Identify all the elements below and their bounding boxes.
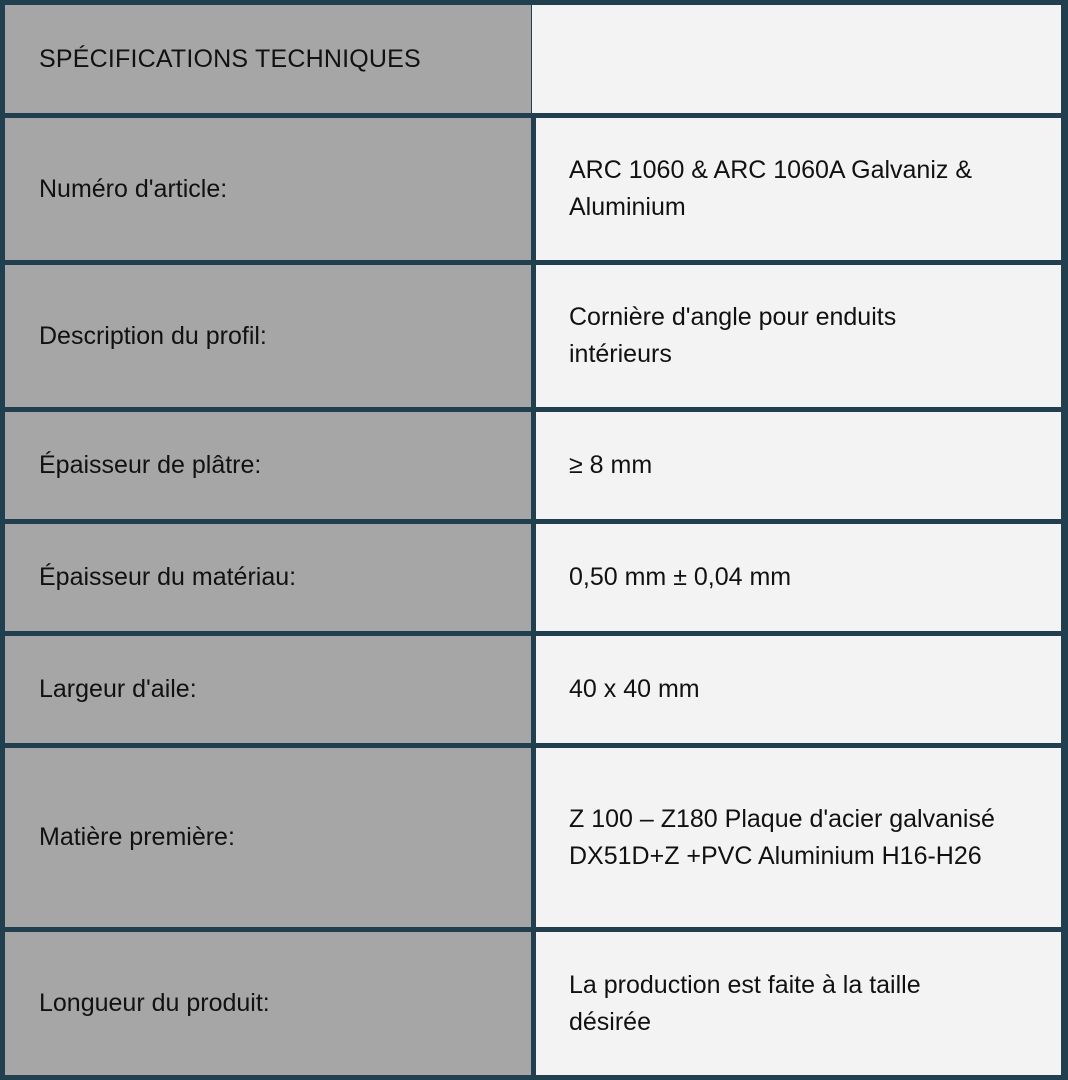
row-value: Z 100 – Z180 Plaque d'acier galvanisé DX51D+Z +PVC Aluminium H16-H26 [569,804,995,870]
table-row [0,412,1068,519]
header-value-cell [532,5,1061,113]
value-cell [536,636,1061,743]
row-value: 40 x 40 mm [569,675,700,703]
row-value: Cornière d'angle pour enduits intérieurs [569,303,897,368]
table-row [0,265,1068,407]
row-label: Épaisseur de plâtre: [39,451,262,479]
row-label: Longueur du produit: [39,989,270,1017]
value-cell [536,524,1061,631]
table-row [0,748,1068,927]
row-label: Numéro d'article: [39,174,228,203]
label-cell [5,265,531,407]
table-row [0,524,1068,631]
label-cell [5,524,531,631]
row-value: 0,50 mm ± 0,04 mm [569,563,792,591]
label-cell [5,748,531,927]
value-cell [536,118,1061,260]
value-cell [536,265,1061,407]
row-label: Matière première: [39,823,235,851]
value-cell [536,412,1061,519]
row-label: Largeur d'aile: [39,675,197,703]
row-label: Description du profil: [39,321,267,350]
table-row [0,932,1068,1075]
table-row [0,118,1068,260]
row-value: ARC 1060 & ARC 1060A Galvaniz & Aluminium [569,156,973,221]
label-cell [5,932,531,1075]
value-cell [536,748,1061,927]
row-value: La production est faite à la taille désirée [569,970,921,1036]
label-cell [5,636,531,743]
table-header-row [0,5,1068,113]
table-row [0,636,1068,743]
header-label-cell [5,5,531,113]
row-label: Épaisseur du matériau: [39,563,297,591]
label-cell [5,412,531,519]
row-value: ≥ 8 mm [569,451,653,479]
value-cell [536,932,1061,1075]
label-cell [5,118,531,260]
table-title: SPÉCIFICATIONS TECHNIQUES [39,44,421,73]
